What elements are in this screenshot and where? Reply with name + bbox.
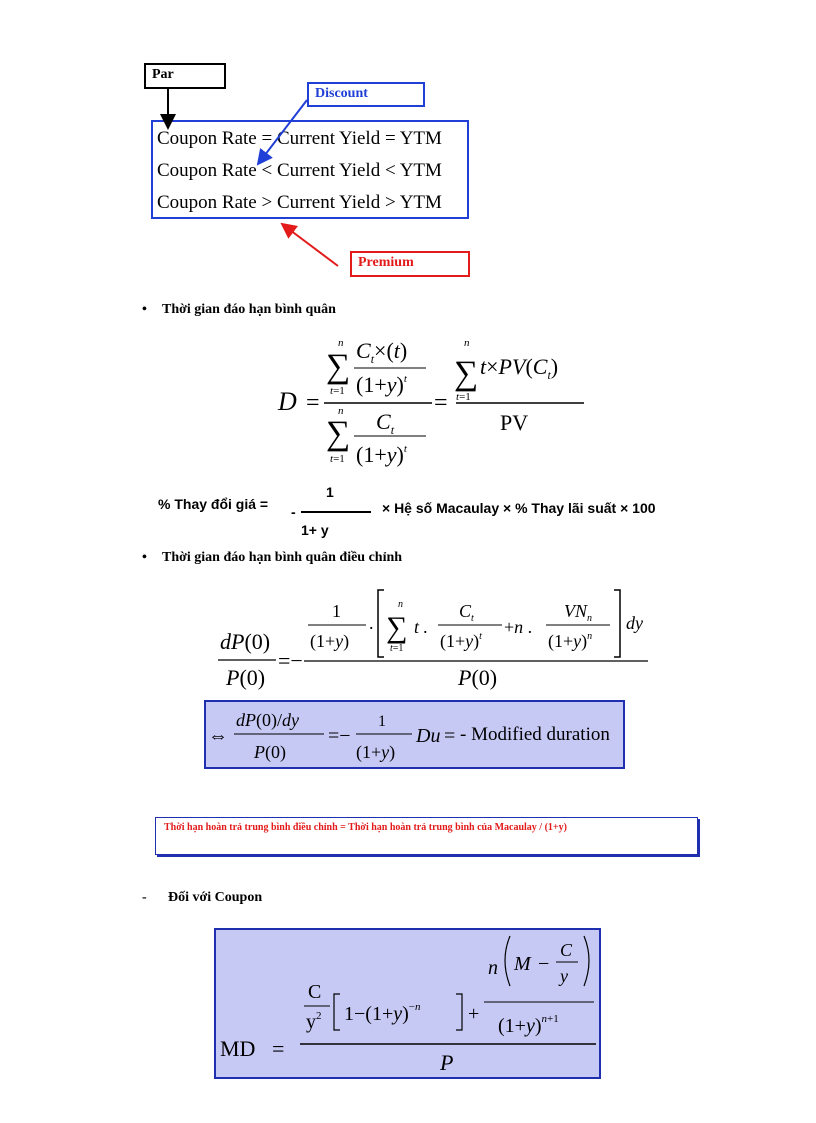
comparison-line-premium: Coupon Rate > Current Yield > YTM [157,192,442,213]
svg-text:t×PV(Ct): $t\times PV(C_t)$ [480,354,559,382]
svg-text:∑: ∑ [454,355,479,392]
price-change-formula [158,484,718,550]
md-formula-box [214,928,601,1079]
fraction-bar [301,511,371,513]
svg-text:=: = [434,390,448,416]
svg-text:n: n [338,405,344,417]
svg-text:(1+y)t: $(1+y)^t$ [356,442,407,467]
svg-text:=: = [306,390,320,416]
par-text: Par [152,67,174,82]
svg-text:=−: =− [328,725,351,747]
svg-text:(1+y)t: $(1+y)^t$ [440,631,482,651]
svg-text:dP(0)/dy: dP(0)/dy [236,710,299,730]
bullet-icon: • [142,302,147,317]
modified-heading-text: Thời gian đáo hạn bình quân điều chỉnh [162,550,403,565]
md-formula [216,930,599,1077]
svg-text:1: 1 [378,713,386,730]
svg-text:Ct: $C_t$ [459,601,474,624]
price-change-numerator: 1 [326,484,334,500]
svg-text:M: M [514,953,531,975]
premium-arrow [282,224,338,266]
svg-text:=: = [444,725,456,747]
svg-text:+: + [468,1003,480,1025]
svg-text:C: C [308,981,322,1003]
price-change-prefix: % Thay đổi giá = [158,496,269,512]
md-eq: = [272,1036,285,1061]
comparison-line-discount: Coupon Rate < Current Yield < YTM [157,160,442,181]
md-denominator: P [440,1050,454,1075]
svg-text:Du: Du [416,725,441,747]
modified-formula [214,585,654,695]
bullet-icon: • [142,550,147,565]
svg-text:n: n [338,337,344,349]
modified-duration-box [204,700,625,769]
duration-lhs: D [278,387,297,416]
svg-text:dy: dy [626,613,643,633]
svg-text:n: n [488,957,498,979]
coupon-dash: - [142,890,147,905]
price-change-minus: - [291,504,296,520]
price-change-denominator: 1+ y [301,522,329,538]
svg-text:(1+y)n: $(1+y)^n$ [548,631,593,651]
svg-text:C: C [560,940,573,960]
modified-duration-text: - Modified duration [460,724,610,745]
svg-text:+n .: +n . [504,617,533,637]
svg-text:∑: ∑ [386,611,408,644]
svg-text:t=1: t=1 [330,453,345,465]
svg-text:⇔: ⇔ [208,725,228,747]
svg-text:dP(0): dP(0) [220,629,271,654]
md-lhs: MD [220,1036,256,1061]
svg-text:.: . [369,613,374,633]
svg-text:1: 1 [332,601,341,621]
note-box [155,817,698,855]
note-text: Thời hạn hoàn trả trung bình điều chỉnh = Thời hạn hoàn trả trung bình của Macaulay / (1+y) [164,822,567,833]
svg-text:t=1: t=1 [330,385,345,397]
svg-text:Ct: $C_t$ [376,409,395,437]
svg-text:∑: ∑ [326,348,351,385]
modified-heading [142,550,402,566]
svg-text:−: − [538,953,550,975]
svg-text:Ct×(t): $C_t\times(t)$ [356,338,408,366]
coupon-heading-text: Đối với Coupon [168,890,263,905]
discount-text: Discount [315,86,368,101]
svg-text:t .: t . [414,617,429,637]
svg-text:t=1: t=1 [456,391,471,403]
discount-arrow [258,100,307,164]
svg-text:P(0): P(0) [254,742,286,762]
diagram-arrows [0,0,816,300]
premium-text: Premium [358,255,414,270]
svg-text:t=1: t=1 [390,643,404,654]
svg-text:VNn: $VN_n$ [564,601,593,624]
svg-text:(1+y): (1+y) [310,631,350,651]
duration-heading [142,302,336,318]
svg-text:y: y [560,966,568,986]
duration-heading-text: Thời gian đáo hạn bình quân [162,302,336,317]
coupon-heading [142,890,262,906]
svg-text:n: n [398,599,403,610]
price-change-suffix: × Hệ số Macaulay × % Thay lãi suất × 100 [382,500,656,516]
svg-text:(1+y)n+1: $(1+y)^{n+1}$ [498,1013,559,1037]
svg-text:n: n [464,337,470,349]
svg-text:y2: $y^2$ [306,1010,322,1033]
svg-text:∑: ∑ [326,415,351,452]
svg-text:P(0): P(0) [226,665,266,690]
pv-label: PV [500,410,529,435]
svg-text:P(0): P(0) [458,665,498,690]
svg-text:(1+y)t: $(1+y)^t$ [356,372,407,397]
modified-duration-equation [206,702,623,767]
svg-text:1−(1+y)−n: $1-(1+y)^{-n}$ [344,1001,421,1025]
comparison-line-par: Coupon Rate = Current Yield = YTM [157,128,442,149]
svg-text:=−: =− [278,648,303,673]
svg-text:(1+y): (1+y) [356,742,396,762]
duration-formula [270,332,600,477]
